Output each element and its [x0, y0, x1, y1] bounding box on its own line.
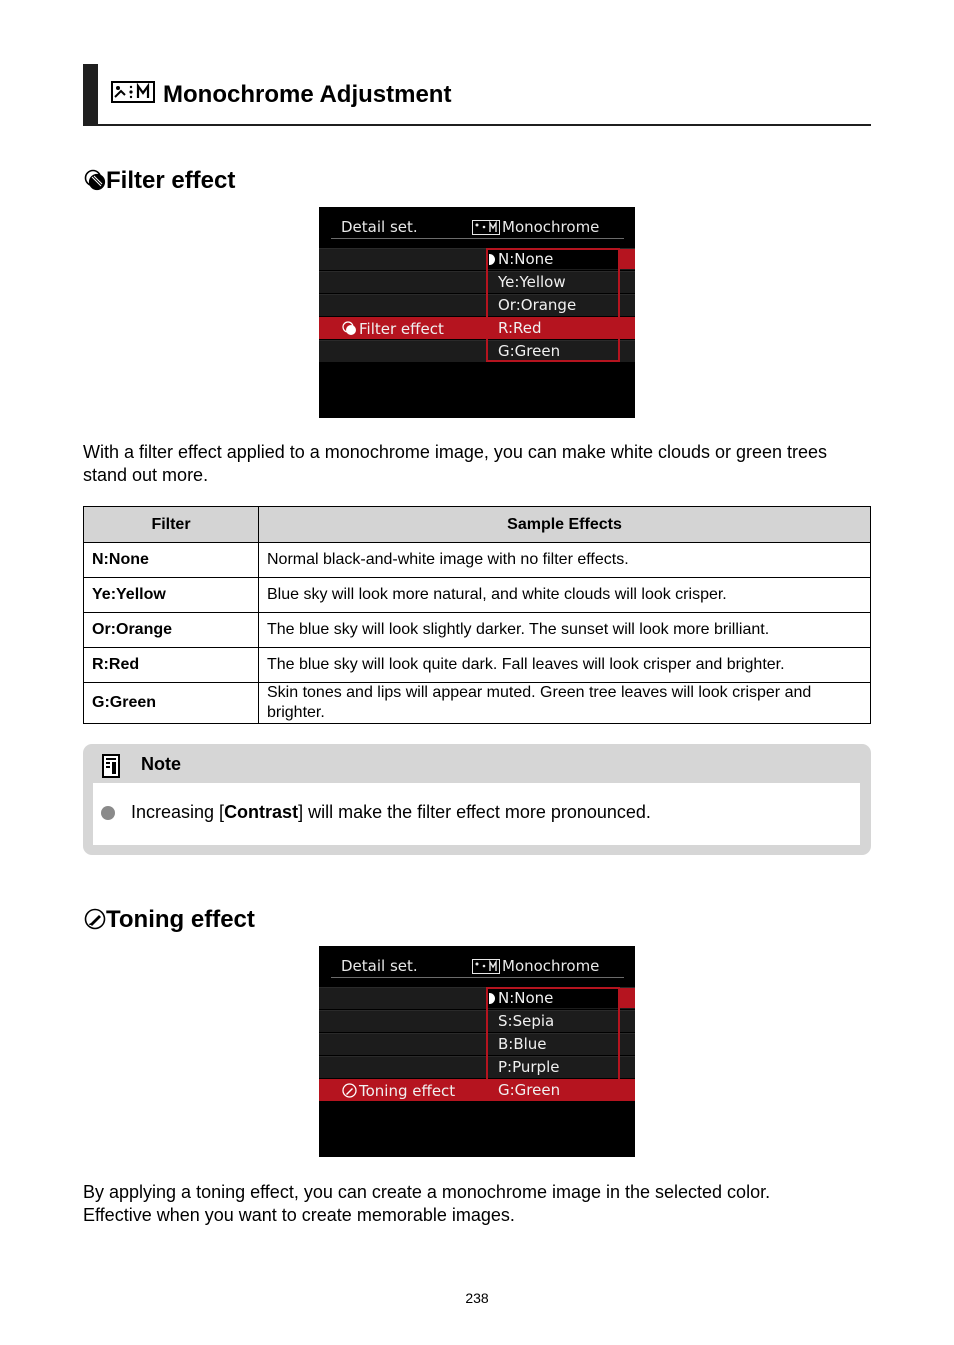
option-item[interactable]: B:Blue: [498, 1035, 547, 1053]
table-header-filter: Filter: [84, 507, 259, 543]
table-row: [84, 578, 871, 613]
option-item[interactable]: Or:Orange: [498, 296, 577, 314]
scroll-tab: [620, 988, 635, 1008]
page-number: 238: [465, 1290, 489, 1306]
table-header-effects: Sample Effects: [259, 507, 871, 543]
note-text: [131, 801, 651, 824]
table-cell-filter: R:Red: [84, 648, 259, 683]
table-cell-filter: Or:Orange: [84, 613, 259, 648]
option-item[interactable]: G:Green: [498, 1081, 561, 1099]
option-item[interactable]: N:None: [498, 250, 554, 268]
filter-effect-description: With a filter effect applied to a monochrome image, you can make white clouds or green trees stand out more.: [83, 442, 828, 485]
scroll-tab: [620, 249, 635, 269]
filter-effect-icon: [342, 321, 357, 341]
heading-bar: [83, 64, 98, 126]
note-text-after: ] will make the filter effect more pronounced.: [298, 802, 651, 822]
memo-icon: [101, 754, 121, 783]
screen-header-detail-set: Detail set.: [341, 218, 418, 236]
monochrome-small-icon: [472, 220, 500, 240]
toning-effect-screen: [319, 946, 635, 1157]
toning-effect-description-line1: By applying a toning effect, you can create a monochrome image in the selected color.: [83, 1182, 771, 1202]
table-cell-filter: G:Green: [84, 683, 259, 724]
table-cell-effect: Blue sky will look more natural, and white clouds will look crisper.: [259, 578, 871, 613]
option-item[interactable]: Ye:Yellow: [498, 273, 566, 291]
toning-effect-icon: [342, 1083, 357, 1103]
toning-effect-description-line2: Effective when you want to create memorable images.: [83, 1205, 515, 1225]
option-item[interactable]: R:Red: [498, 319, 542, 337]
toning-effect-icon: [84, 908, 106, 930]
note-text-before: Increasing [: [131, 802, 225, 822]
bullet-icon: [101, 806, 115, 820]
note-text-bold: Contrast: [224, 802, 299, 822]
table-row: [84, 648, 871, 683]
screen-header: [319, 207, 635, 241]
screen-header-detail-set: Detail set.: [341, 957, 418, 975]
screen-header-divider: [331, 238, 624, 239]
option-item[interactable]: G:Green: [498, 342, 561, 360]
monochrome-small-icon: [472, 959, 500, 979]
screen-header-monochrome: Monochrome: [502, 218, 600, 236]
heading-rule: [83, 124, 871, 126]
screen-header-divider: [331, 977, 624, 978]
monochrome-picture-style-icon: [111, 81, 155, 108]
screen-header: [319, 946, 635, 980]
filter-effect-heading: Filter effect: [106, 167, 236, 194]
option-item[interactable]: N:None: [498, 989, 554, 1007]
note-title: Note: [141, 754, 181, 774]
table-cell-filter: Ye:Yellow: [84, 578, 259, 613]
table-cell-effect: Skin tones and lips will appear muted. Green tree leaves will look crisper and brighter.: [259, 683, 871, 724]
table-cell-effect: The blue sky will look quite dark. Fall leaves will look crisper and brighter.: [259, 648, 871, 683]
screen-header-monochrome: Monochrome: [502, 957, 600, 975]
option-item[interactable]: P:Purple: [498, 1058, 560, 1076]
table-cell-filter: N:None: [84, 543, 259, 578]
filter-table: [83, 506, 871, 724]
table-cell-effect: Normal black-and-white image with no filter effects.: [259, 543, 871, 578]
filter-effect-icon: [84, 169, 106, 191]
table-row: [84, 683, 871, 724]
table-row: [84, 613, 871, 648]
option-item[interactable]: S:Sepia: [498, 1012, 555, 1030]
page-title: Monochrome Adjustment: [163, 81, 452, 108]
toning-effect-heading: Toning effect: [106, 906, 255, 933]
table-cell-effect: The blue sky will look slightly darker. The sunset will look more brilliant.: [259, 613, 871, 648]
menu-row-label: Filter effect: [359, 320, 444, 338]
menu-row-label: Toning effect: [359, 1082, 456, 1100]
table-header-row: [84, 507, 871, 543]
table-row: [84, 543, 871, 578]
filter-effect-screen: [319, 207, 635, 418]
